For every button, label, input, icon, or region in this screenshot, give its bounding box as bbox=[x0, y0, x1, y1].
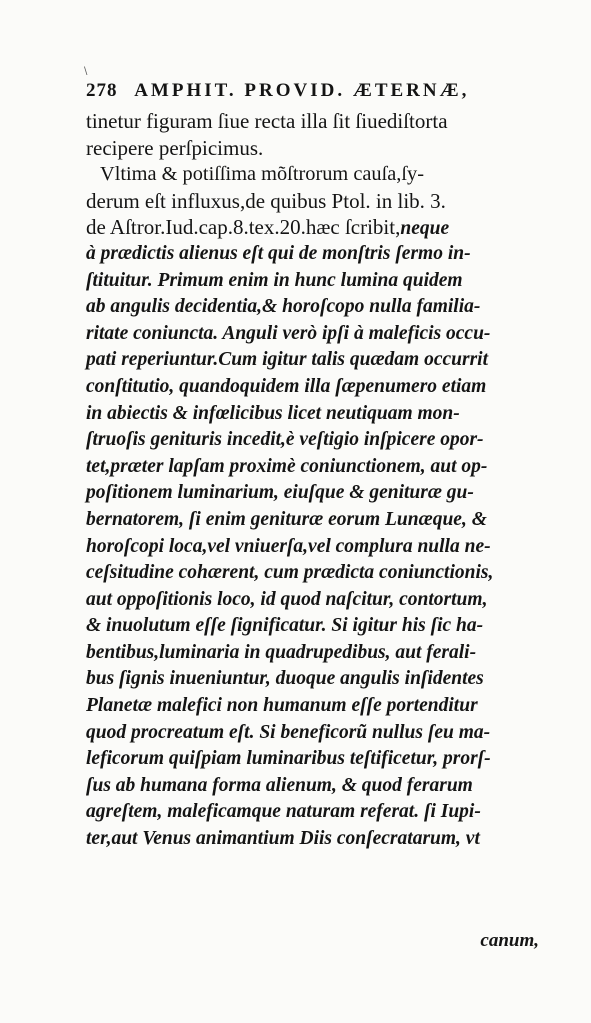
running-header bbox=[86, 80, 541, 102]
text-line bbox=[86, 534, 542, 561]
text-block bbox=[86, 108, 542, 853]
text-line bbox=[86, 454, 542, 481]
text-line bbox=[86, 799, 542, 826]
line-text: tinetur figuram ſiue recta illa ſit ſiuediſtorta bbox=[86, 109, 448, 133]
line-text: Vltima & potiſſima mõſtrorum cauſa,ſy- bbox=[100, 163, 424, 186]
line-text: poſitionem luminarium, eiuſque & genituræ gu- bbox=[86, 482, 474, 504]
text-line bbox=[86, 321, 542, 348]
line-text: & inuolutum eſſe ſignificatur. Si igitur his ſic ha- bbox=[86, 615, 484, 637]
line-text: in abiectis & infœlicibus licet neutiquam mon- bbox=[86, 402, 460, 424]
line-text: tet,præter lapſam proximè coniunctionem, aut op- bbox=[86, 455, 488, 477]
line-text: horoſcopi loca,vel vniuerſa,vel complura nulla ne- bbox=[86, 535, 491, 557]
text-line bbox=[86, 108, 542, 135]
line-text: conſtitutio, quandoquidem illa ſæpenumero etiam bbox=[86, 375, 487, 397]
text-line bbox=[86, 427, 542, 454]
line-tail: neque bbox=[400, 218, 450, 240]
catchword: canum, bbox=[480, 930, 539, 951]
text-line bbox=[86, 161, 542, 188]
line-text: derum eſt influxus,de quibus Ptol. in lib. 3. bbox=[86, 188, 446, 213]
line-text: agreſtem, maleficamque naturam referat. ſi Iupi- bbox=[86, 801, 481, 823]
text-line bbox=[86, 401, 542, 428]
line-text: pati reperiuntur.Cum igitur talis quædam occurrit bbox=[86, 349, 489, 371]
line-text: de Aſtror.Iud.cap.8.tex.20.hæc ſcribit, bbox=[86, 215, 401, 240]
text-line bbox=[86, 135, 542, 162]
text-line bbox=[86, 214, 542, 241]
text-line bbox=[86, 746, 542, 773]
running-title: AMPHIT. PROVID. ÆTERNÆ, bbox=[134, 80, 470, 101]
text-line bbox=[86, 773, 542, 800]
text-line bbox=[86, 560, 542, 587]
text-line bbox=[86, 587, 542, 614]
text-line bbox=[86, 268, 542, 295]
page-number: 278 bbox=[86, 80, 118, 101]
line-text: ritate coniuncta. Anguli verò ipſi à maleficis occu- bbox=[86, 322, 491, 344]
text-line bbox=[86, 188, 542, 215]
ink-mark: \ bbox=[84, 66, 88, 77]
line-text: ſtruoſis genituris incedit,è veſtigio inſpicere opor- bbox=[86, 429, 484, 451]
line-text: ſus ab humana forma alienum, & quod ferarum bbox=[86, 774, 473, 796]
text-line bbox=[86, 294, 542, 321]
text-line bbox=[86, 241, 542, 268]
line-text: Planetæ malefici non humanum eſſe portenditur bbox=[86, 695, 478, 717]
line-text: ab angulis decidentia,& horoſcopo nulla familia- bbox=[86, 296, 481, 318]
text-line bbox=[86, 374, 542, 401]
text-line bbox=[86, 480, 542, 507]
text-line bbox=[86, 347, 542, 374]
line-text: ter,aut Venus animantium Diis conſecratarum, vt bbox=[86, 828, 480, 850]
text-line bbox=[86, 720, 542, 747]
text-line bbox=[86, 613, 542, 640]
text-line bbox=[86, 640, 542, 667]
text-line bbox=[86, 666, 542, 693]
line-text: ſtituitur. Primum enim in hunc lumina quidem bbox=[86, 269, 463, 291]
line-text: aut oppoſitionis loco, id quod naſcitur, contortum, bbox=[86, 588, 488, 610]
line-text: bus ſignis inueniuntur, duoque angulis inſidentes bbox=[86, 668, 484, 690]
line-text: recipere perſpicimus. bbox=[86, 135, 264, 160]
line-text: bernatorem, ſi enim genituræ eorum Lunæque, & bbox=[86, 508, 487, 530]
text-line bbox=[86, 826, 542, 853]
line-text: à prædictis alienus eſt qui de monſtris ſermo in- bbox=[86, 242, 471, 264]
text-line bbox=[86, 693, 542, 720]
line-text: leficorum quiſpiam luminaribus teſtificetur, prorſ- bbox=[86, 748, 491, 770]
line-text: quod procreatum eſt. Si beneficorũ nullus ſeu ma- bbox=[86, 721, 491, 743]
line-text: ceſsitudine cohærent, cum prædicta coniunctionis, bbox=[86, 562, 494, 584]
line-text: bentibus,luminaria in quadrupedibus, aut ferali- bbox=[86, 641, 477, 663]
text-line bbox=[86, 507, 542, 534]
